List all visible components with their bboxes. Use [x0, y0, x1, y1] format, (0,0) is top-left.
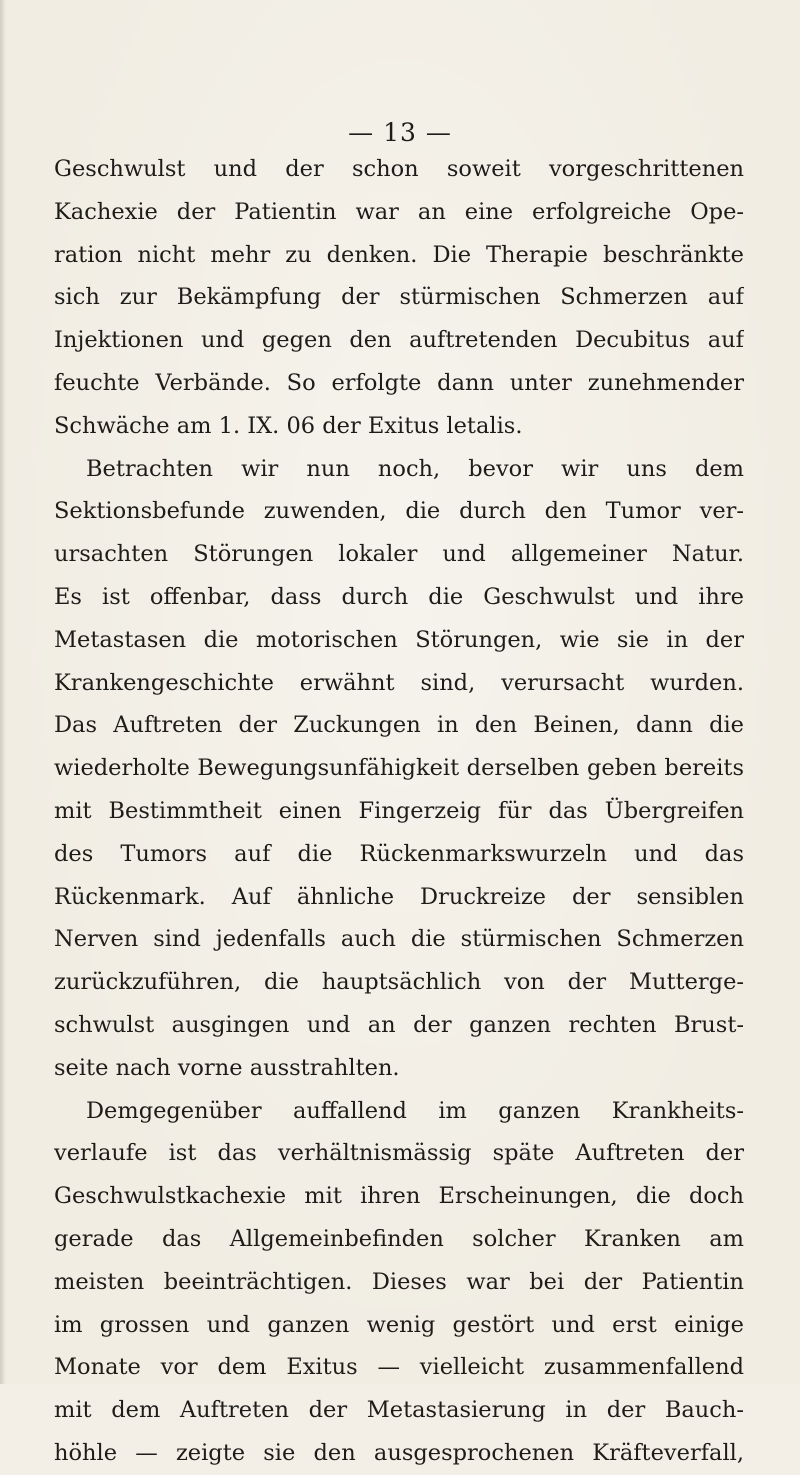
text-line: ursachten Störungen lokaler und allgemeiner Natur.	[54, 541, 744, 568]
text-line: des Tumors auf die Rückenmarkswurzeln und das	[54, 840, 744, 867]
text-line: Schwäche am 1. IX. 06 der Exitus letalis.	[54, 412, 523, 439]
text-line: Nerven sind jedenfalls auch die stürmischen Schmerzen	[54, 926, 744, 953]
text-line: zurückzuführen, die hauptsächlich von der Mutterge-	[54, 969, 744, 996]
text-line: im grossen und ganzen wenig gestört und erst einige	[54, 1311, 744, 1338]
text-line: sich zur Bekämpfung der stürmischen Schmerzen auf	[54, 284, 744, 311]
text-line: feuchte Verbände. So erfolgte dann unter zunehmender	[54, 369, 744, 396]
text-line: Injektionen und gegen den auftretenden Decubitus auf	[54, 327, 744, 354]
text-line: Das Auftreten der Zuckungen in den Beinen, dann die	[54, 712, 744, 739]
text-line: Geschwulst und der schon soweit vorgeschrittenen	[54, 156, 744, 182]
text-line: Demgegenüber auffallend im ganzen Krankheits-	[86, 1097, 744, 1124]
text-line: Betrachten wir nun noch, bevor wir uns dem	[86, 455, 744, 482]
text-line: schwulst ausgingen und an der ganzen rechten Brust-	[54, 1011, 744, 1038]
text-line: Sektionsbefunde zuwenden, die durch den Tumor ver-	[54, 498, 744, 525]
text-line: Kachexie der Patientin war an eine erfolgreiche Ope-	[54, 198, 744, 225]
page-number: — 13 —	[348, 118, 452, 147]
text-line: Rückenmark. Auf ähnliche Druckreize der sensiblen	[54, 883, 744, 910]
text-line: gerade das Allgemeinbefinden solcher Kranken am	[54, 1225, 744, 1252]
body-text	[54, 148, 744, 1475]
text-line: Monate vor dem Exitus — vielleicht zusammenfallend	[54, 1354, 744, 1381]
text-line: Krankengeschichte erwähnt sind, verursacht wurden.	[54, 669, 744, 696]
text-line: mit Bestimmtheit einen Fingerzeig für das Übergreifen	[54, 797, 744, 824]
text-line: seite nach vorne ausstrahlten.	[54, 1054, 400, 1081]
text-line: verlaufe ist das verhältnismässig späte Auftreten der	[54, 1140, 744, 1167]
text-line: meisten beeinträchtigen. Dieses war bei der Patientin	[54, 1268, 744, 1295]
text-line: mit dem Auftreten der Metastasierung in der Bauch-	[54, 1397, 744, 1424]
text-line: Geschwulstkachexie mit ihren Erscheinungen, die doch	[54, 1183, 744, 1210]
text-line: ration nicht mehr zu denken. Die Therapie beschränkte	[54, 241, 744, 268]
text-line: Metastasen die motorischen Störungen, wie sie in der	[54, 626, 744, 653]
text-line: höhle — zeigte sie den ausgesprochenen Kräfteverfall,	[54, 1439, 744, 1466]
text-line: Es ist offenbar, dass durch die Geschwulst und ihre	[54, 583, 744, 610]
text-line: wiederholte Bewegungsunfähigkeit derselben geben bereits	[54, 755, 744, 782]
page-binding-shadow	[0, 0, 6, 1384]
